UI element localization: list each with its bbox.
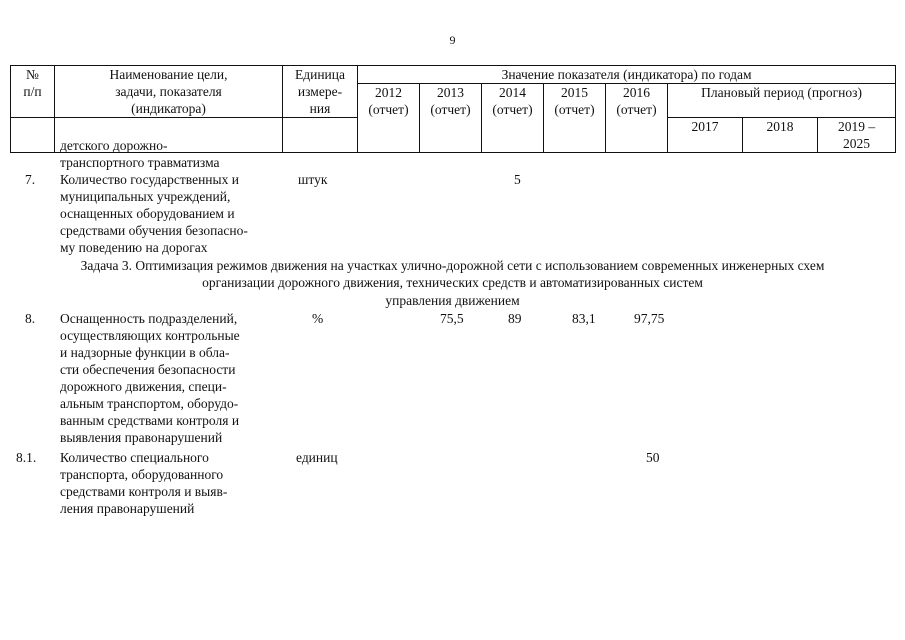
header-year-2019-2025: 2019 – 2025 [818,118,896,153]
header-plan-title: Плановый период (прогноз) [668,84,896,118]
header-year-2015: 2015 (отчет) [544,84,606,153]
header-year-2018: 2018 [743,118,818,153]
row-8-1-name: Количество специального транспорта, оборудованного средствами контроля и выяв- ления правонарушений [60,450,228,516]
header-no: № п/п [11,66,55,118]
row-8-name: Оснащенность подразделений, осуществляющих контрольные и надзорные функции в обла- сти обеспечения безопасности дорожного движения, специ- альным транспортом, оборудо- ванным средствами контроля и выявления правонарушений [60,311,240,445]
row-8-1-value-2016: 50 [646,450,660,465]
header-year-2014: 2014 (отчет) [482,84,544,153]
header-values-title: Значение показателя (индикатора) по годам [358,66,896,84]
row-8-1-number: 8.1. [16,450,37,465]
page-number: 9 [449,33,456,47]
header-name: Наименование цели, задачи, показателя (индикатора) [55,66,283,118]
row-8-value-2015: 83,1 [572,311,596,326]
row-8-unit: % [312,311,324,326]
task-3-line-3: управления движением [385,293,520,308]
continuation-text: детского дорожно- транспортного травматизма [60,138,220,170]
header-year-2016: 2016 (отчет) [606,84,668,153]
row-7-value-2014: 5 [514,172,521,187]
header-year-2017: 2017 [668,118,743,153]
task-3-line-1: Задача 3. Оптимизация режимов движения на участках улично-дорожной сети с использованием современных инженерных схем [80,258,825,273]
row-7-unit: штук [298,172,328,187]
header-year-2013: 2013 (отчет) [420,84,482,153]
task-3-line-2: организации дорожного движения, технических средств и автоматизированных систем [202,275,703,290]
row-8-value-2013: 75,5 [440,311,464,326]
row-8-value-2014: 89 [508,311,522,326]
row-7-name: Количество государственных и муниципальных учреждений, оснащенных оборудованием и средствами обучения безопасно- му поведению на дорогах [60,172,248,255]
row-8-number: 8. [25,311,36,326]
row-8-value-2016: 97,75 [634,311,665,326]
row-8-1-unit: единиц [296,450,338,465]
row-7-number: 7. [25,172,36,187]
header-unit: Единица измере- ния [283,66,358,118]
header-year-2012: 2012 (отчет) [358,84,420,153]
